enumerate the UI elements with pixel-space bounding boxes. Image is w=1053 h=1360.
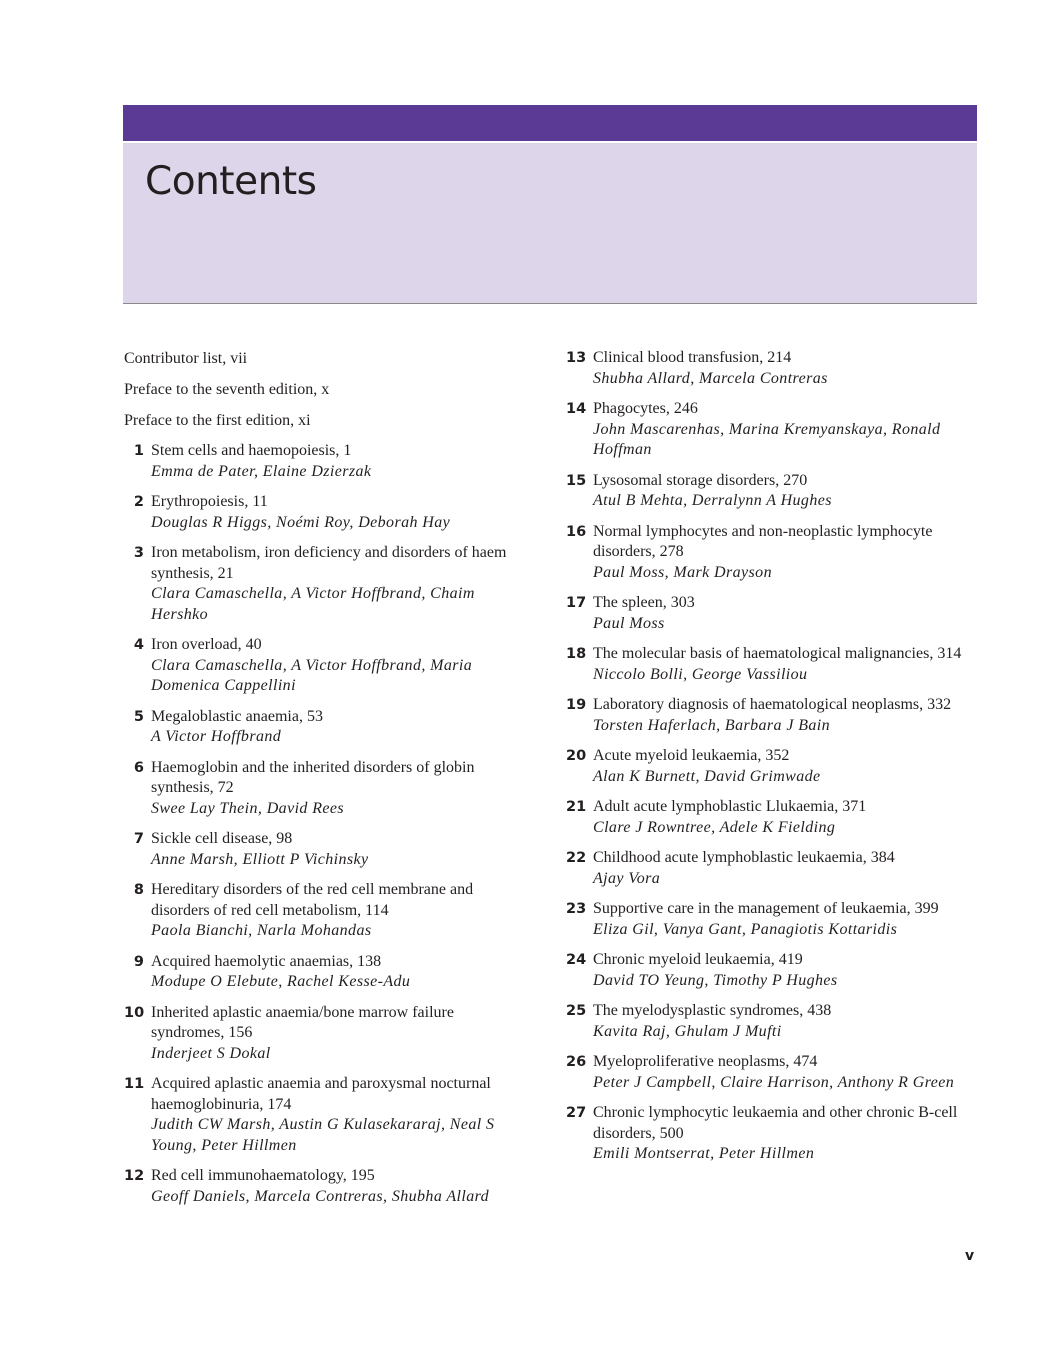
chapter-title[interactable]: Erythropoiesis, 11 [151,493,268,510]
chapter-authors: Shubha Allard, Marcela Contreras [593,369,828,387]
chapter-title[interactable]: The spleen, 303 [593,594,695,611]
page-title: Contents [145,159,317,204]
chapter-title[interactable]: Megaloblastic anaemia, 53 [151,707,323,725]
header-band [123,105,977,141]
chapter-entry[interactable] [566,1103,986,1165]
chapter-authors: Clara Camaschella, A Victor Hoffbrand, Maria Domenica Cappellini [151,656,473,694]
chapter-title[interactable]: Chronic myeloid leukaemia, 419 [593,951,803,968]
chapter-number: 10 [124,1004,145,1021]
chapter-number: 2 [133,494,144,510]
chapter-entry[interactable] [124,707,524,748]
chapter-title[interactable]: Phagocytes, 246 [593,400,698,417]
front-matter-item[interactable]: Contributor list, vii [124,350,248,367]
chapter-entry[interactable] [566,471,986,512]
chapter-title[interactable]: Acquired aplastic anaemia and paroxysmal nocturnal haemoglobinuria, 174 [151,1075,491,1113]
chapter-authors: Paola Bianchi, Narla Mohandas [151,922,372,939]
chapter-entry[interactable] [566,593,986,634]
chapter-number: 7 [133,831,144,847]
chapter-title[interactable]: Iron overload, 40 [151,636,262,653]
chapter-list-left [124,441,524,1207]
chapter-title[interactable]: Acquired haemolytic anaemias, 138 [151,952,382,970]
chapter-authors: Swee Lay Thein, David Rees [151,799,345,817]
chapter-authors: Atul B Mehta, Derralynn A Hughes [593,492,832,509]
chapter-number: 19 [566,697,587,713]
chapter-authors: Inderjeet S Dokal [151,1044,271,1062]
chapter-number: 11 [124,1076,145,1092]
chapter-number: 26 [566,1054,587,1070]
chapter-number: 5 [133,708,144,725]
chapter-entry[interactable] [124,543,524,625]
chapter-title[interactable]: The molecular basis of haematological malignancies, 314 [593,645,962,662]
chapter-entry[interactable] [566,399,986,461]
chapter-list-right [566,348,986,1165]
chapter-entry[interactable] [566,348,986,389]
chapter-number: 6 [133,759,144,776]
chapter-number: 1 [133,443,144,459]
chapter-title[interactable]: Childhood acute lymphoblastic leukaemia, 384 [593,849,895,866]
chapter-title[interactable]: Supportive care in the management of leukaemia, 399 [593,900,939,917]
chapter-number: 3 [133,545,144,561]
front-matter-item[interactable]: Preface to the seventh edition, x [124,381,330,398]
chapter-title[interactable]: Hereditary disorders of the red cell membrane and disorders of red cell metabolism, 114 [151,881,474,919]
chapter-title[interactable]: Stem cells and haemopoiesis, 1 [151,442,352,459]
chapter-title[interactable]: Lysosomal storage disorders, 270 [593,471,808,489]
chapter-number: 8 [133,882,144,898]
chapter-entry[interactable] [124,1003,524,1065]
chapter-entry[interactable] [566,1052,986,1093]
chapter-entry[interactable] [566,950,986,991]
chapter-authors: Clare J Rowntree, Adele K Fielding [593,818,836,836]
chapter-title[interactable]: Adult acute lymphoblastic Llukaemia, 371 [593,798,867,815]
chapter-entry[interactable] [566,695,986,736]
chapter-number: 24 [566,952,587,968]
chapter-title[interactable]: Clinical blood transfusion, 214 [593,349,792,366]
chapter-entry[interactable] [566,746,986,787]
chapter-number: 22 [566,850,587,866]
chapter-entry[interactable] [124,758,524,820]
chapter-number: 25 [566,1003,587,1019]
chapter-authors: Emma de Pater, Elaine Dzierzak [151,462,372,480]
chapter-title[interactable]: Acute myeloid leukaemia, 352 [593,747,790,764]
chapter-number: 23 [566,901,587,917]
chapter-entry[interactable] [566,522,986,584]
chapter-authors: Peter J Campbell, Claire Harrison, Anthony R Green [593,1073,955,1091]
chapter-number: 13 [566,350,587,366]
chapter-authors: Emili Montserrat, Peter Hillmen [593,1145,815,1162]
chapter-entry[interactable] [124,492,524,533]
chapter-authors: David TO Yeung, Timothy P Hughes [593,971,838,989]
chapter-number: 17 [566,595,587,611]
chapter-number: 21 [566,799,587,815]
header-panel [123,143,977,304]
chapter-number: 12 [124,1168,145,1184]
chapter-title[interactable]: Red cell immunohaematology, 195 [151,1167,375,1184]
chapter-authors: Kavita Raj, Ghulam J Mufti [593,1022,782,1040]
chapter-number: 18 [566,646,587,662]
front-matter-item[interactable]: Preface to the first edition, xi [124,412,311,429]
chapter-number: 27 [566,1105,587,1121]
chapter-authors: Modupe O Elebute, Rachel Kesse-Adu [151,973,411,990]
chapter-authors: Ajay Vora [593,869,661,887]
chapter-title[interactable]: Haemoglobin and the inherited disorders of globin synthesis, 72 [151,758,475,796]
chapter-entry[interactable] [566,899,986,940]
chapter-entry[interactable] [566,848,986,889]
chapter-title[interactable]: Sickle cell disease, 98 [151,830,293,847]
chapter-authors: Paul Moss, Mark Drayson [593,563,772,581]
chapter-authors: Douglas R Higgs, Noémi Roy, Deborah Hay [151,513,451,531]
chapter-authors: Paul Moss [593,614,665,632]
chapter-entry[interactable] [124,880,524,942]
chapter-number: 16 [566,523,587,540]
chapter-number: 14 [566,401,587,417]
front-matter-list [124,348,524,431]
chapter-title[interactable]: Inherited aplastic anaemia/bone marrow failure syndromes, 156 [151,1003,454,1041]
chapter-authors: Niccolo Bolli, George Vassiliou [593,665,808,683]
chapter-title[interactable]: Chronic lymphocytic leukaemia and other chronic B-cell disorders, 500 [593,1104,958,1142]
chapter-title[interactable]: Normal lymphocytes and non-neoplastic lymphocyte disorders, 278 [593,522,933,560]
chapter-number: 15 [566,472,587,489]
chapter-title[interactable]: The myelodysplastic syndromes, 438 [593,1002,832,1019]
chapter-entry[interactable] [124,1166,524,1207]
chapter-entry[interactable] [124,635,524,697]
chapter-title[interactable]: Iron metabolism, iron deficiency and disorders of haem synthesis, 21 [151,544,507,582]
chapter-authors: Anne Marsh, Elliott P Vichinsky [151,850,369,868]
chapter-authors: Torsten Haferlach, Barbara J Bain [593,716,831,734]
chapter-entry[interactable] [124,952,524,993]
chapter-title[interactable]: Laboratory diagnosis of haematological neoplasms, 332 [593,696,952,713]
toc-right-column [566,348,986,1175]
chapter-entry[interactable] [124,1074,524,1156]
chapter-authors: Alan K Burnett, David Grimwade [593,767,821,785]
chapter-entry[interactable] [566,1001,986,1042]
chapter-number: 9 [133,953,144,970]
chapter-number: 4 [133,637,144,653]
chapter-authors: Geoff Daniels, Marcela Contreras, Shubha Allard [151,1187,490,1205]
chapter-number: 20 [566,748,587,764]
chapter-authors: John Mascarenhas, Marina Kremyanskaya, Ronald Hoffman [593,420,941,458]
chapter-entry[interactable] [124,441,524,482]
chapter-entry[interactable] [566,644,986,685]
chapter-authors: Judith CW Marsh, Austin G Kulasekararaj, Neal S Young, Peter Hillmen [151,1116,495,1154]
chapter-authors: Eliza Gil, Vanya Gant, Panagiotis Kottaridis [593,920,898,938]
chapter-entry[interactable] [566,797,986,838]
page-number: v [965,1248,975,1264]
chapter-authors: A Victor Hoffbrand [151,728,282,745]
chapter-entry[interactable] [124,829,524,870]
toc-left-column [124,348,524,1217]
chapter-title[interactable]: Myeloproliferative neoplasms, 474 [593,1053,818,1070]
chapter-authors: Clara Camaschella, A Victor Hoffbrand, Chaim Hershko [151,585,475,623]
